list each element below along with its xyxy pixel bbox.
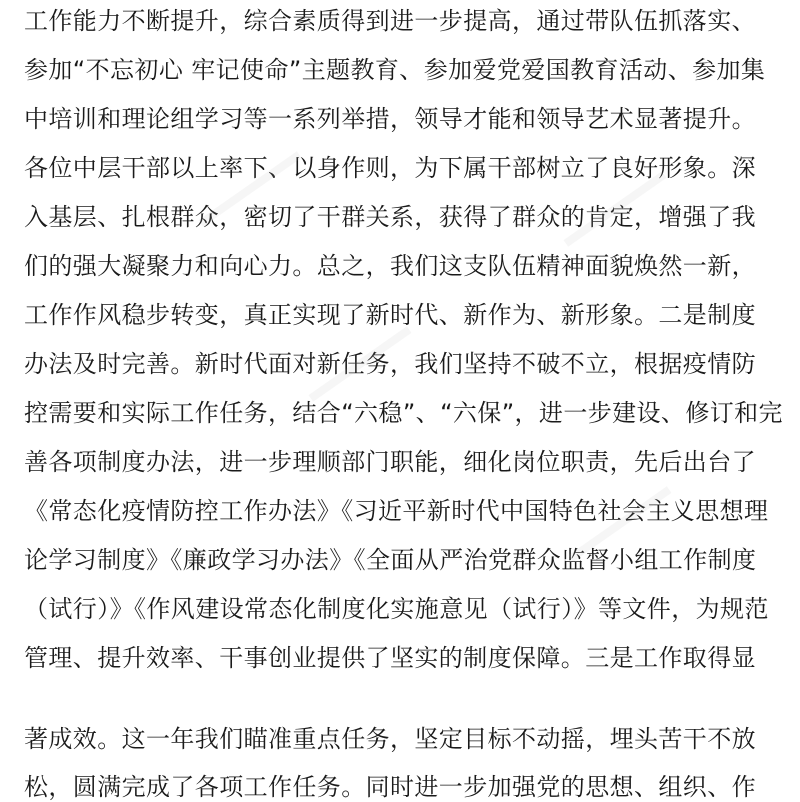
text-line: 著成效。这一年我们瞄准重点任务，坚定目标不动摇，埋头苦干不放 xyxy=(24,725,756,753)
text-line: 控需要和实际工作任务，结合“六稳”、“六保”，进一步建设、修订和完 xyxy=(24,399,783,427)
text-line: 们的强大凝聚力和向心力。总之，我们这支队伍精神面貌焕然一新， xyxy=(24,252,756,280)
text-line: 入基层、扎根群众，密切了干群关系，获得了群众的肯定，增强了我 xyxy=(24,203,756,231)
text-line: 中培训和理论组学习等一系列举措，领导才能和领导艺术显著提升。 xyxy=(24,105,756,133)
text-line: 各位中层干部以上率下、以身作则，为下属干部树立了良好形象。深 xyxy=(24,154,756,182)
text-line: 《常态化疫情防控工作办法》《习近平新时代中国特色社会主义思想理 xyxy=(24,497,769,525)
text-line: 论学习制度》《廉政学习办法》《全面从严治党群众监督小组工作制度 xyxy=(24,546,757,574)
text-line: 办法及时完善。新时代面对新任务，我们坚持不破不立，根据疫情防 xyxy=(24,350,756,378)
text-line: 善各项制度办法，进一步理顺部门职能，细化岗位职责，先后出台了 xyxy=(24,448,756,476)
text-line: 管理、提升效率、干事创业提供了坚实的制度保障。三是工作取得显 xyxy=(24,644,756,672)
text-line: 参加“不忘初心 牢记使命”主题教育、参加爱党爱国教育活动、参加集 xyxy=(24,56,766,84)
text-line: （试行）》《作风建设常态化制度化实施意见（试行）》等文件，为规范 xyxy=(24,595,769,623)
text-line: 工作能力不断提升，综合素质得到进一步提高，通过带队伍抓落实、 xyxy=(24,7,756,35)
text-line: 松，圆满完成了各项工作任务。同时进一步加强党的思想、组织、作 xyxy=(24,773,756,801)
text-line: 工作作风稳步转变，真正实现了新时代、新作为、新形象。二是制度 xyxy=(24,301,756,329)
